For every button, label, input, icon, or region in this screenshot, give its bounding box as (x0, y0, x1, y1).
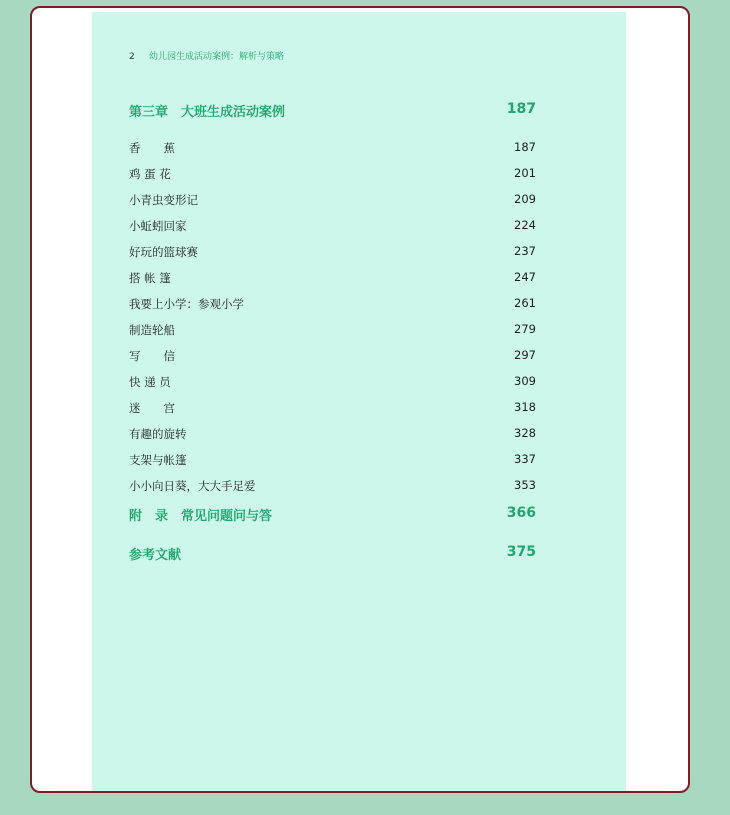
entry-page: 247 (514, 270, 536, 284)
entry-title: 有趣的旋转 (129, 427, 187, 441)
entry-title: 小青虫变形记 (129, 193, 198, 207)
entry-title: 搭 帐 篷 (129, 271, 171, 285)
entry-title: 写 信 (129, 349, 175, 363)
entry-title: 香 蕉 (129, 141, 175, 155)
entry-title: 鸡 蛋 花 (129, 167, 171, 181)
appendix-page: 366 (506, 505, 536, 521)
running-header (129, 49, 284, 62)
entry-page: 337 (514, 452, 536, 466)
entry-page: 187 (514, 140, 536, 154)
entry-page: 353 (514, 478, 536, 492)
entry-page: 224 (514, 218, 536, 232)
entry-title: 我要上小学：参观小学 (129, 297, 244, 311)
entry-page: 209 (514, 192, 536, 206)
entry-page: 279 (514, 322, 536, 336)
entry-page: 328 (514, 426, 536, 440)
page-number: 2 (129, 52, 135, 62)
chapter-page: 187 (506, 101, 536, 117)
content-frame (30, 6, 690, 793)
chapter-title: 第三章 大班生成活动案例 (129, 105, 286, 120)
entry-title: 迷 宫 (129, 401, 175, 415)
entry-page: 297 (514, 348, 536, 362)
appendix-title: 附 录 常见问题问与答 (129, 509, 273, 524)
references-page: 375 (506, 544, 536, 560)
entry-page: 201 (514, 166, 536, 180)
entry-title: 制造轮船 (129, 323, 175, 337)
book-title: 幼儿园生成活动案例：解析与策略 (149, 52, 285, 62)
entry-page: 237 (514, 244, 536, 258)
entry-title: 小小向日葵，大大手足爱 (129, 479, 256, 493)
entry-page: 261 (514, 296, 536, 310)
entry-page: 318 (514, 400, 536, 414)
references-title: 参考文献 (129, 548, 182, 563)
entry-title: 好玩的篮球赛 (129, 245, 198, 259)
book-page (92, 12, 626, 791)
entry-title: 小蚯蚓回家 (129, 219, 187, 233)
entry-title: 快 递 员 (129, 375, 171, 389)
entry-page: 309 (514, 374, 536, 388)
entry-title: 支架与帐篷 (129, 453, 187, 467)
